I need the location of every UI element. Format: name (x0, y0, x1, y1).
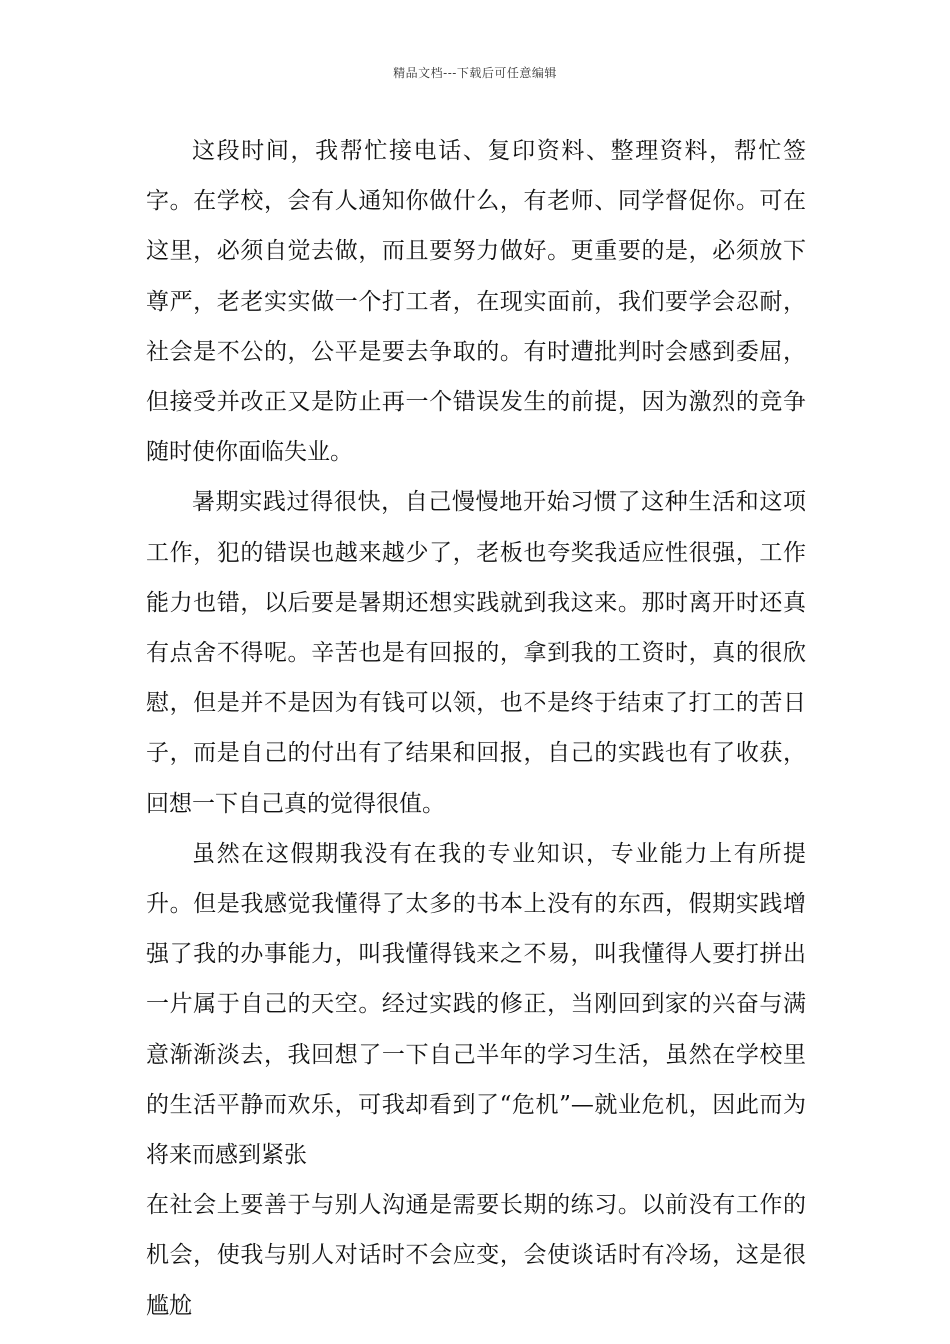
document-body (146, 126, 806, 1331)
paragraph-communication: 在社会上要善于与别人沟通是需要长期的练习。以前没有工作的机会，使我与别人对话时不会应变，会使谈话时有冷场，这是很尴尬 (146, 1192, 806, 1319)
paragraph-lessons-learned: 虽然在这假期我没有在我的专业知识，专业能力上有所提升。但是我感觉我懂得了太多的书本上没有的东西，假期实践增强了我的办事能力，叫我懂得钱来之不易，叫我懂得人要打拼出一片属于自己的天空。经过实践的修正，当刚回到家的兴奋与满意渐渐淡去，我回想了一下自己半年的学习生活，虽然在学校里的生活平静而欢乐，可我却看到了“危机”—就业危机，因此而为将来而感到紧张 (146, 840, 806, 1169)
page-header: 精品文档---下载后可任意编辑 (393, 66, 557, 80)
paragraph-internship-duties: 这段时间，我帮忙接电话、复印资料、整理资料，帮忙签字。在学校，会有人通知你做什么，有老师、同学督促你。可在这里，必须自觉去做，而且要努力做好。更重要的是，必须放下尊严，老老实实做一个打工者，在现实面前，我们要学会忍耐，社会是不公的，公平是要去争取的。有时遭批判时会感到委屈，但接受并改正又是防止再一个错误发生的前提，因为激烈的竞争随时使你面临失业。 (146, 138, 806, 466)
paragraph-summer-practice: 暑期实践过得很快，自己慢慢地开始习惯了这种生活和这项工作，犯的错误也越来越少了，老板也夸奖我适应性很强，工作能力也错，以后要是暑期还想实践就到我这来。那时离开时还真有点舍不得呢。辛苦也是有回报的，拿到我的工资时，真的很欣慰，但是并不是因为有钱可以领，也不是终于结束了打工的苦日子，而是自己的付出有了结果和回报，自己的实践也有了收获，回想一下自己真的觉得很值。 (146, 489, 806, 817)
